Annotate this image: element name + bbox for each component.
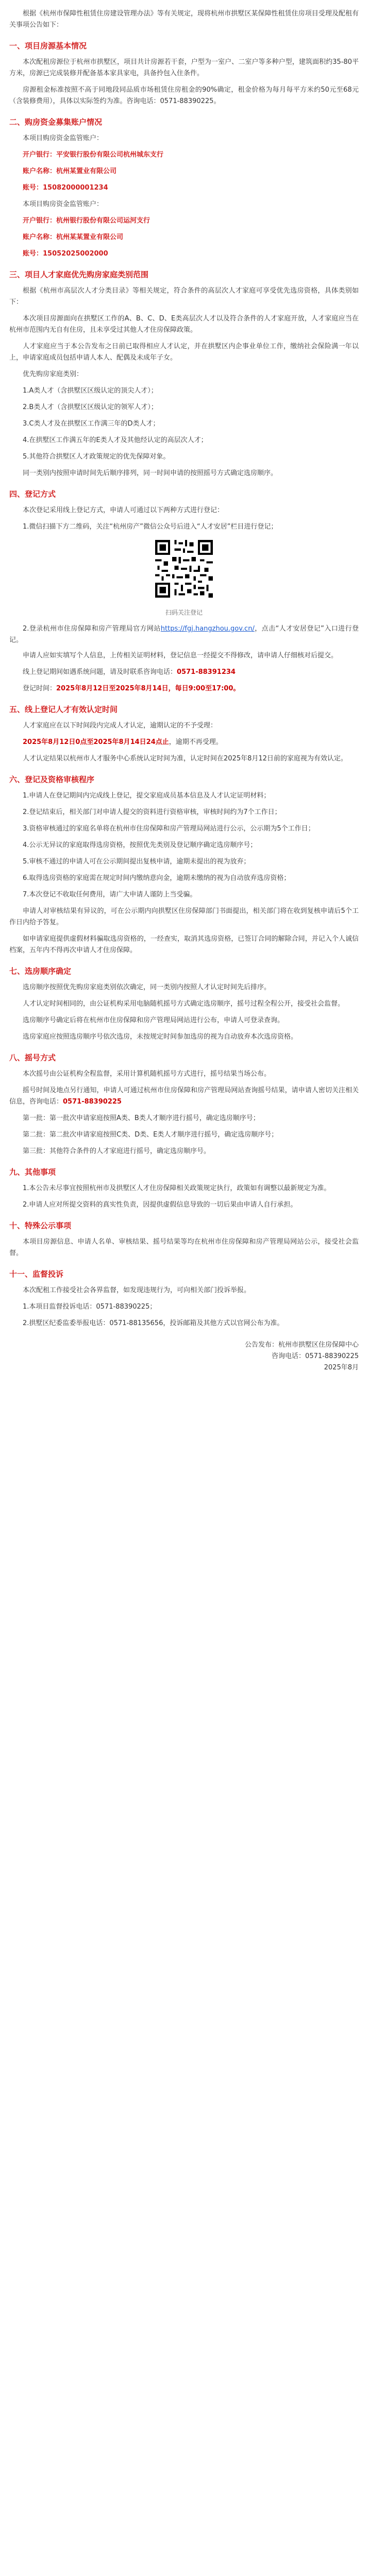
section-3-paragraph: 本次项目房源面向在拱墅区工作的A、B、C、D、E类高层次人才以及符合条件的人才家庭开放，人才家庭应当在杭州市范围内无自有住房，且未享受过其他人才住房保障政策。: [9, 315, 359, 334]
bank-name: 开户银行：杭州银行股份有限公司运河支行: [23, 217, 150, 225]
list-item: 4.在拱墅区工作满五年的E类人才及其他经认定的高层次人才；: [23, 436, 208, 444]
section-3-paragraph: 同一类别内按照申请时间先后顺序排列，同一时间申请的按照摇号方式确定选房顺序。: [23, 469, 278, 477]
lottery-phone: 0571-88390225: [63, 1098, 122, 1106]
section-8-title: 八、摇号方式: [9, 1053, 56, 1062]
list-item: 5.其他符合拱墅区人才政策规定的优先保障对象。: [23, 453, 170, 461]
list-item: 3.资格审核通过的家庭名单将在杭州市住房保障和房产管理局网站进行公示，公示期为5个工作日；: [23, 825, 315, 833]
lottery-note: 摇号时间及地点另行通知，申请人可通过杭州市住房保障和房产管理局网站查询摇号结果，请申请人密切关注相关信息，咨询电话：: [9, 1087, 359, 1106]
list-item: 5.审核不通过的申请人可在公示期间提出复核申请，逾期未提出的视为放弃；: [23, 858, 250, 866]
time-label: 登记时间：: [23, 685, 57, 692]
phone-label: 线上登记期间如遇系统问题，请及时联系咨询电话：: [23, 668, 177, 676]
footer-phone: 咨询电话：0571-88390225: [272, 1352, 359, 1360]
section-3-paragraph: 根据《杭州市高层次人才分类目录》等相关规定，符合条件的高层次人才家庭可享受优先选房资格，具体类别如下：: [9, 287, 359, 306]
section-8-paragraph: 第二批：第二批次申请家庭按照C类、D类、E类人才顺序进行摇号，确定选房顺序号；: [23, 1131, 278, 1139]
qr-code-icon: [153, 538, 215, 600]
announcement-footer: [9, 1340, 359, 1374]
intro-paragraph: 根据《杭州市保障性租赁住房建设管理办法》等有关规定，现将杭州市拱墅区某保障性租赁住房项目受理及配租有关事项公告如下：: [9, 10, 359, 29]
section-8-paragraph: [9, 1085, 359, 1108]
account-name: 账户名称：杭州某某置业有限公司: [23, 233, 124, 241]
certification-note: ，逾期不再受理。: [169, 738, 223, 746]
list-item: 7.本次登记不收取任何费用，请广大申请人谨防上当受骗。: [23, 891, 197, 899]
section-8-paragraph: 本次摇号由公证机构全程监督，采用计算机随机摇号方式进行，摇号结果当场公布。: [23, 1070, 271, 1078]
list-item: 6.取得选房资格的家庭需在规定时间内缴纳意向金，逾期未缴纳的视为自动放弃选房资格；: [23, 874, 291, 882]
section-4-title: 四、登记方式: [9, 489, 56, 499]
consult-phone: 0571-88391234: [177, 668, 236, 676]
section-4-paragraph: 本次登记采用线上登记方式，申请人可通过以下两种方式进行登记：: [23, 506, 224, 514]
section-3-paragraph: 人才家庭应当于本公告发布之日前已取得相应人才认定，并在拱墅区内企事业单位工作，缴纳社会保险满一年以上，申请家庭成员包括申请人本人、配偶及未成年子女。: [9, 343, 359, 362]
section-4-paragraph: [9, 683, 359, 694]
list-item: 4.公示无异议的家庭取得选房资格，按照优先类别及登记顺序确定选房顺序号；: [23, 841, 257, 849]
section-2-title: 二、购房资金募集账户情况: [9, 117, 103, 127]
registration-website-link[interactable]: https://fgj.hangzhou.gov.cn/: [160, 625, 255, 633]
registration-step-2: [9, 623, 359, 646]
section-11-paragraph: 本次配租工作接受社会各界监督，如发现违规行为，可向相关部门投诉举报。: [23, 1286, 251, 1294]
section-4-paragraph: [9, 667, 359, 678]
section-6-paragraph: 申请人对审核结果有异议的，可在公示期内向拱墅区住房保障部门书面提出，相关部门将在收到复核申请后5个工作日内给予答复。: [9, 907, 359, 926]
account-number: 账号：15052025002000: [23, 250, 108, 258]
section-2-label: 本项目购房资金监管账户：: [23, 134, 104, 142]
bank-name: 开户银行：平安银行股份有限公司杭州城东支行: [23, 151, 164, 159]
account-name: 账户名称：杭州某置业有限公司: [23, 167, 117, 175]
section-5-paragraph: 人才认定结果以杭州市人才服务中心系统认定时间为准，认定时间在2025年8月12日前的家庭视为有效认定。: [23, 755, 347, 762]
section-1-title: 一、项目房源基本情况: [9, 41, 87, 50]
section-5-paragraph: 人才家庭应在以下时间段内完成人才认定，逾期认定的不予受理：: [23, 722, 218, 730]
section-10-paragraph: 本项目房源信息、申请人名单、审核结果、摇号结果等均在杭州市住房保障和房产管理局网站公示，接受社会监督。: [9, 1238, 359, 1257]
section-7-paragraph: 人才认定时间相同的，由公证机构采用电脑随机摇号方式确定选房顺序，摇号过程全程公开，接受社会监督。: [23, 1000, 345, 1008]
section-8-paragraph: 第三批：其他符合条件的人才家庭进行摇号，确定选房顺序号。: [23, 1147, 211, 1155]
step-2-text-b: ，点击“人才安居登记”入口进行登记。: [9, 625, 359, 644]
section-7-paragraph: 选房顺序按照优先购房家庭类别依次确定，同一类别内按照人才认定时间先后排序。: [23, 984, 271, 991]
step-2-text: 2.登录杭州市住房保障和房产管理局官方网站: [23, 625, 161, 633]
section-3-paragraph: 优先购房家庭类别：: [23, 370, 83, 378]
section-11-title: 十一、监督投诉: [9, 1269, 64, 1279]
section-7-title: 七、选房顺序确定: [9, 967, 72, 976]
list-item: 2.登记结束后，相关部门对申请人提交的资料进行资格审核，审核时间约为7个工作日；: [23, 808, 281, 816]
section-2-label: 本项目购房资金监管账户：: [23, 200, 104, 208]
qr-code-container: [9, 538, 359, 600]
section-10-title: 十、特殊公示事项: [9, 1221, 72, 1230]
section-6-paragraph: 如申请家庭提供虚假材料骗取选房资格的，一经查实，取消其选房资格，已签订合同的解除合同，并记入个人诚信档案，五年内不得再次申请人才住房保障。: [9, 935, 359, 954]
account-number: 账号：15082000001234: [23, 184, 108, 192]
section-1-paragraph: 本次配租房源位于杭州市拱墅区，项目共计房源若干套，户型为一室户、二室户等多种户型，建筑面积约35-80平方米，房源已完成装修并配备基本家具家电，具备拎包入住条件。: [9, 58, 359, 77]
footer-org: 公告发布：杭州市拱墅区住房保障中心: [244, 1341, 359, 1349]
registration-step-1: 1.微信扫描下方二维码，关注“杭州房产”微信公众号后进入“人才安居”栏目进行登记；: [23, 523, 278, 531]
certification-time: 2025年8月12日0点至2025年8月14日24点止: [23, 738, 169, 746]
qr-caption: 扫码关注登记: [165, 609, 203, 616]
section-7-paragraph: 选房顺序号确定后将在杭州市住房保障和房产管理局网站进行公布，申请人可登录查询。: [23, 1016, 285, 1024]
section-11-paragraph: 2.拱墅区纪委监委举报电话：0571-88135656，投诉邮箱及其他方式以官网公布为准。: [23, 1319, 284, 1327]
section-11-paragraph: 1.本项目监督投诉电话：0571-88390225；: [23, 1303, 157, 1311]
section-9-paragraph: 2.申请人应对所提交资料的真实性负责，因提供虚假信息导致的一切后果由申请人自行承担。: [23, 1201, 297, 1209]
section-5-title: 五、线上登记人才有效认定时间: [9, 705, 118, 714]
qr-code[interactable]: [153, 538, 215, 600]
section-5-paragraph: [9, 737, 359, 748]
section-8-paragraph: 第一批：第一批次申请家庭按照A类、B类人才顺序进行摇号，确定选房顺序号；: [23, 1114, 260, 1122]
registration-time: 2025年8月12日至2025年8月14日，每日9:00至17:00。: [56, 685, 240, 692]
list-item: 3.C类人才及在拱墅区工作满三年的D类人才；: [23, 420, 160, 428]
section-9-paragraph: 1.本公告未尽事宜按照杭州市及拱墅区人才住房保障相关政策规定执行，政策如有调整以最新规定为准。: [23, 1184, 331, 1192]
section-7-paragraph: 选房家庭应按照选房顺序号依次选房，未按规定时间参加选房的视为自动放弃本次选房资格。: [23, 1033, 298, 1041]
section-3-title: 三、项目人才家庭优先购房家庭类别范围: [9, 270, 149, 279]
section-9-title: 九、其他事项: [9, 1167, 56, 1177]
list-item: 1.申请人在登记期间内完成线上登记，提交家庭成员基本信息及人才认定证明材料；: [23, 792, 271, 800]
section-6-title: 六、登记及资格审核程序: [9, 775, 95, 784]
list-item: 1.A类人才（含拱墅区区级认定的顶尖人才）；: [23, 387, 158, 395]
section-4-paragraph: 申请人应如实填写个人信息，上传相关证明材料，登记信息一经提交不得修改，请申请人仔细核对后提交。: [23, 652, 338, 659]
section-1-paragraph: 房源租金标准按照不高于同地段同品质市场租赁住房租金的90%确定，租金价格为每月每平方米约50元至68元（含装修费用），具体以实际签约为准。咨询电话：0571-88390225。: [9, 86, 359, 105]
list-item: 2.B类人才（含拱墅区区级认定的领军人才）；: [23, 403, 158, 411]
footer-date: 2025年8月: [324, 1364, 359, 1371]
